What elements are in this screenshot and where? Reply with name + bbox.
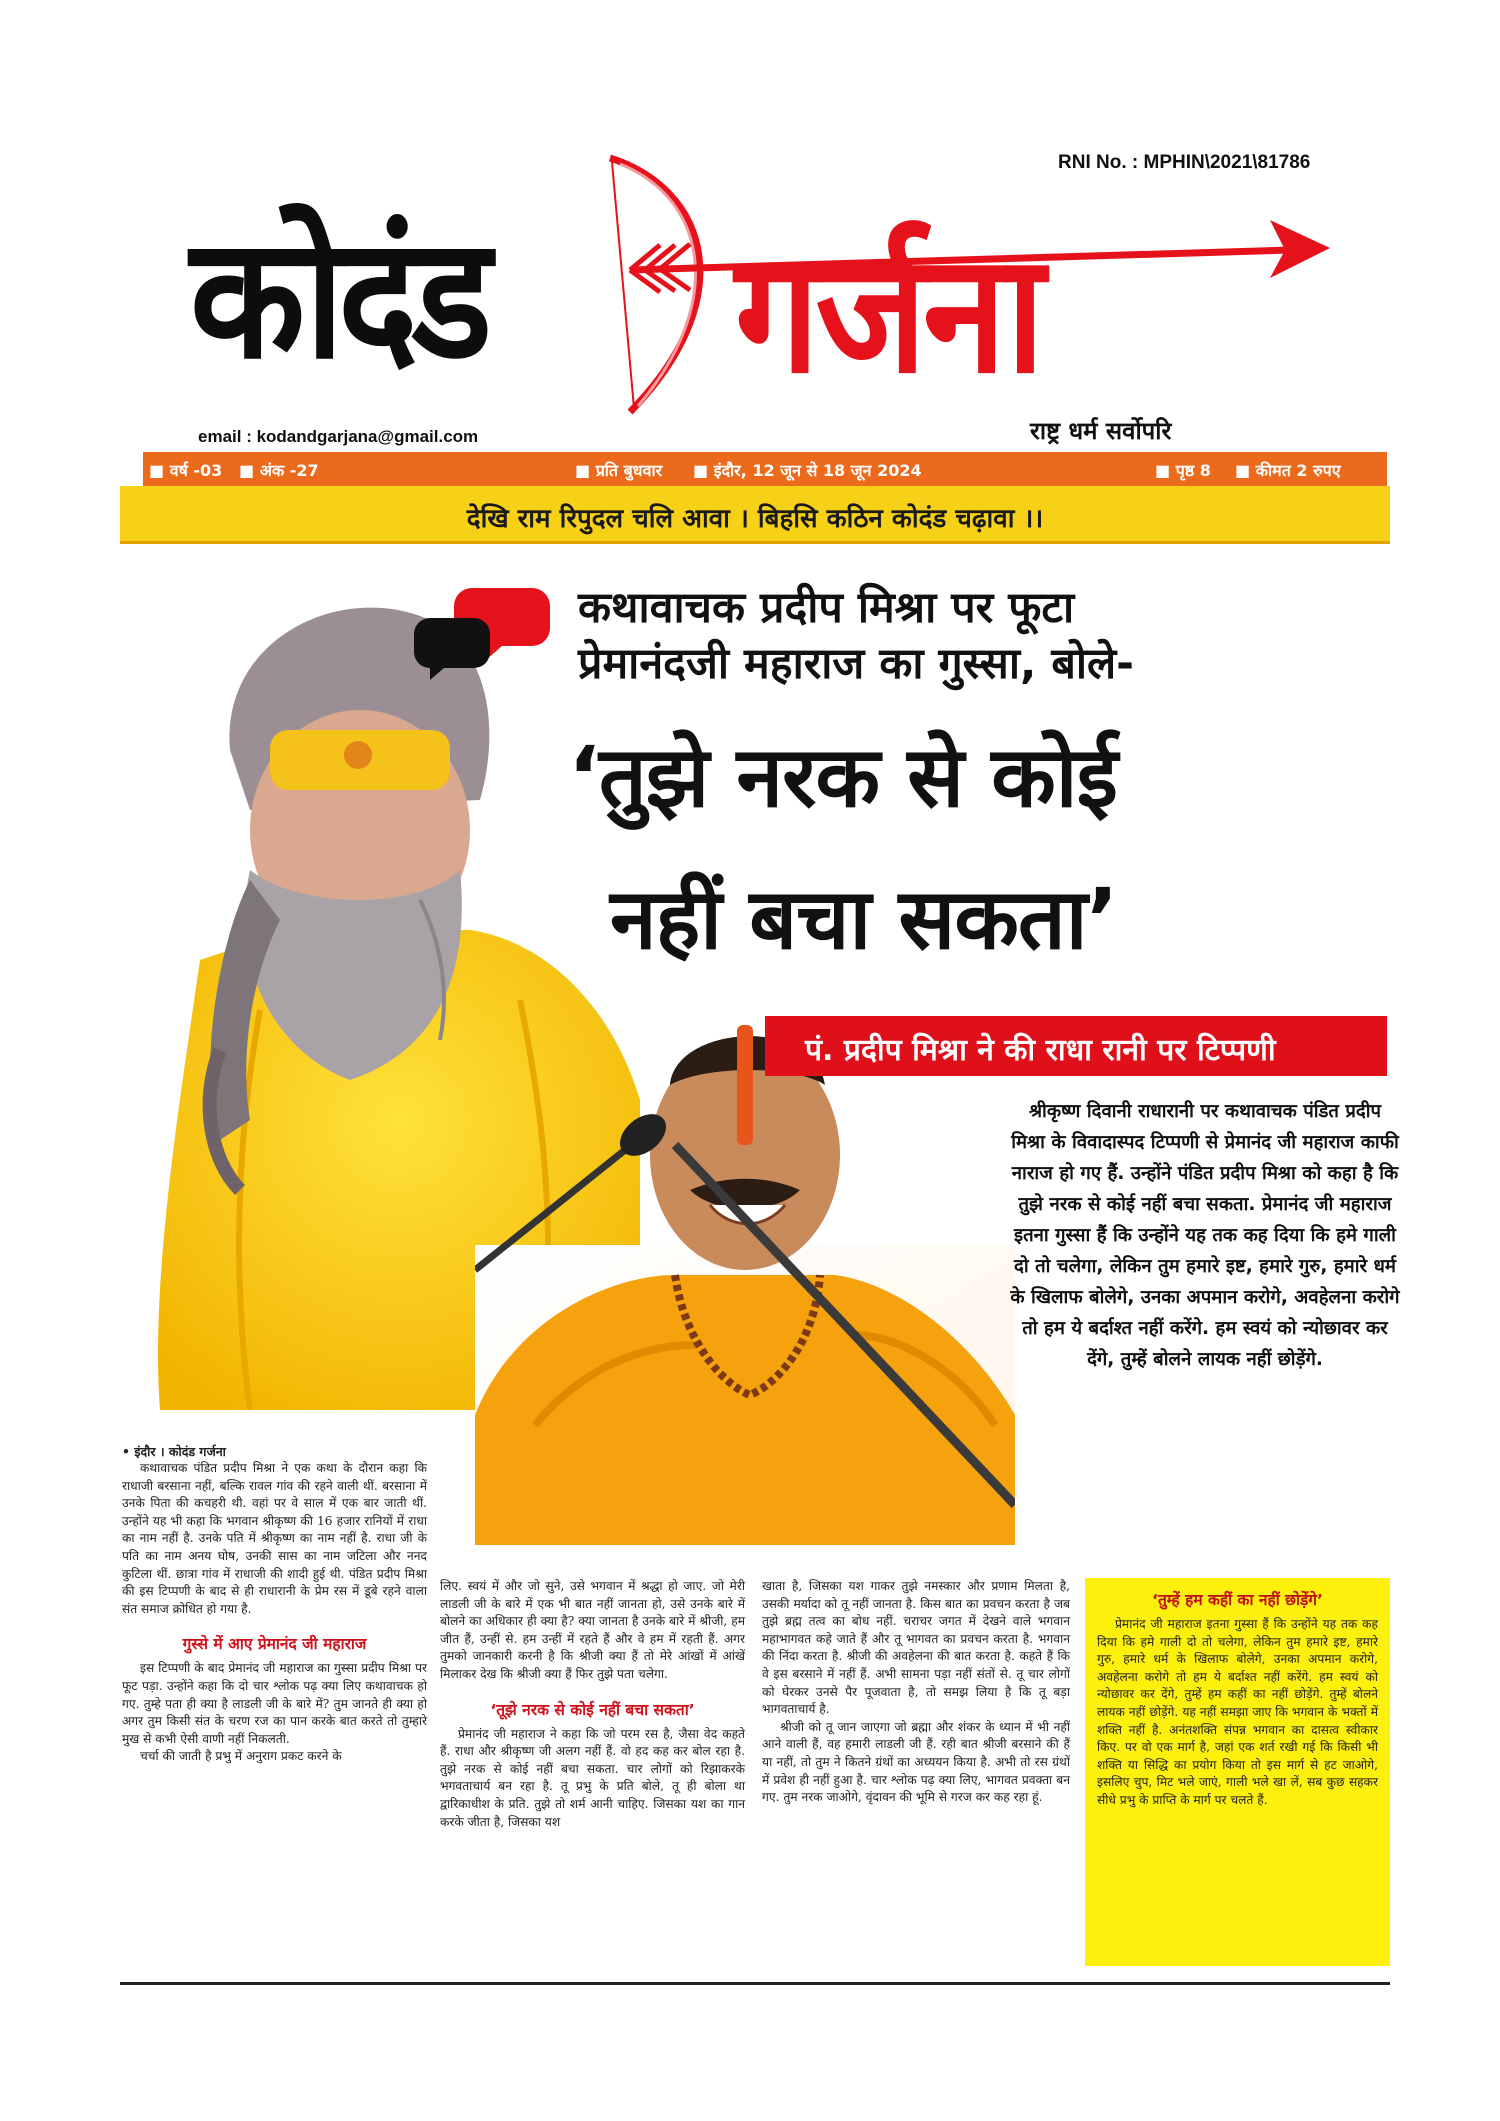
article-column-3	[762, 1578, 1070, 1807]
place-date-label: ■ इंदौर, 12 जून से 18 जून 2024	[693, 461, 922, 480]
frequency-label: ■ प्रति बुधवार	[575, 461, 663, 480]
rni-number: RNI No. : MPHIN\2021\81786	[1058, 152, 1311, 173]
column-2-subhead: ‘तूझे नरक से कोई नहीं बचा सकता’	[490, 1700, 695, 1719]
price-label: ■ कीमत 2 रुपए	[1235, 461, 1341, 480]
article-column-1	[122, 1443, 427, 1766]
pages-label: ■ पृष्ठ 8	[1155, 461, 1211, 480]
intro-paragraph: श्रीकृष्ण दिवानी राधारानी पर कथावाचक पंडित प्रदीप मिश्रा के विवादास्पद टिप्पणी से प्रेमानंद जी महाराज काफी नाराज हो गए हैं. उन्होंने पंडित प्रदीप मिश्रा को कहा है कि तुझे नरक से कोई नहीं बचा सकता. प्रेमानंद जी महाराज इतना गुस्सा हैं कि उन्होंने यह तक कह दिया कि हमे गाली दो तो चलेगा, लेकिन तुम हमारे इष्ट, हमारे गुरु, हमारे धर्म के खिलाफ बोलेगे, उनका अपमान करोगे, अवहेलना करोगे तो हम ये बर्दाश्त नहीं करेंगे. हम स्वयं को न्योछावर कर देंगे, तुम्हें बोलने लायक नहीं छोड़ेंगे.	[1010, 1101, 1400, 1370]
chat-bubbles-icon	[412, 580, 552, 680]
masthead-tagline: राष्ट्र धर्म सर्वोपरि	[1030, 417, 1172, 445]
headline-line-2: प्रेमानंदजी महाराज का गुस्सा, बोले-	[578, 639, 1135, 689]
headline-line-1: कथावाचक प्रदीप मिश्रा पर फूटा	[578, 583, 1075, 633]
article-column-2	[440, 1578, 745, 1831]
page-bottom-rule	[120, 1982, 1390, 1985]
masthead-name-right: गर्जना	[735, 218, 1041, 411]
headline-quote-line-2: नहीं बचा सकता’	[610, 870, 1118, 968]
column-3-paragraph-2: श्रीजी को तू जान जाएगा जो ब्रह्मा और शंकर के ध्यान में भी नहीं आने वाली हैं, वह हमारी लाडली जी हैं. रही बात श्रीजी बरसाने की हैं या नहीं, तो तुम ने कितने ग्रंथों का अध्ययन किया है. अभी तो रस ग्रंथों में प्रवेश ही नहीं हुआ है. चार श्लोक पढ़ क्या लिए, भागवत प्रवक्ता बन गए. तुम नरक जाओगे, वृंदावन की भूमि से गरज कर कह रहा हूं.	[762, 1719, 1070, 1805]
masthead-name-left: कोदंड	[190, 201, 486, 397]
email-address[interactable]: email : kodandgarjana@gmail.com	[198, 427, 479, 446]
highlight-box-subhead: ‘तुम्हें हम कहीं का नहीं छोड़ेंगे’	[1152, 1591, 1323, 1609]
byline: • इंदौर । कोदंड गर्जना	[122, 1444, 226, 1459]
column-3-paragraph-1: खाता है, जिसका यश गाकर तुझे नमस्कार और प्रणाम मिलता है, उसकी मर्यादा को तू नहीं जानता है. किस बात का प्रवचन करता है जब तुझे ब्रह्म तत्व का बोध नहीं. चराचर जगत में देखने वाले भगवान महाभागवत कहे जाते हैं और तू भागवत का प्रवचन करता है. भगवान की निंदा करता है. श्रीजी की अवहेलना की बात करता है. कहते हैं कि वे इस बरसाने में नहीं हैं. अभी सामना पड़ा नहीं संतों से. तू चार लोगों को घेरकर उनसे पैर पूजवाता है, तो समझ लिया है कि तू बड़ा भागवताचार्य है.	[762, 1579, 1070, 1717]
highlight-box-paragraph: प्रेमानंद जी महाराज इतना गुस्सा हैं कि उन्होंने यह तक कह दिया कि हमे गाली दो तो चलेगा, लेकिन तुम हमारे इष्ट, हमारे गुरु, हमारे धर्म के खिलाफ बोलेगे, उनका अपमान करोगे, अवहेलना करोगे तो हम ये बर्दाश्त नहीं करेंगे. हम स्वयं को न्योछावर कर देंगे, तुम्हें हम कहीं का नहीं छोड़ेंगे. तुम्हें बोलने लायक नहीं छोड़ेंगे. यह नहीं समझा जाए कि भगवान के भक्तों में शक्ति नहीं है. अनंतशक्ति संपन्न भगवान का दासत्व स्वीकार किए. पर वो एक मार्ग है, जहां एक शर्त रखी गई कि किसी भी शक्ति या सिद्धि का प्रयोग किया तो इस मार्ग से हट जाओगे, इसलिए चुप, मिट भले जाएं, गाली भले खा लें, सब कुछ सहकर सीधे प्रभु के प्राप्ति के मार्ग पर चलते हैं.	[1097, 1617, 1378, 1807]
column-1-paragraph-3: चर्चा की जाती है प्रभु में अनुराग प्रकट करने के	[140, 1749, 342, 1764]
issue-label: ■ अंक -27	[239, 461, 319, 480]
column-1-subhead: गुस्से में आए प्रेमानंद जी महाराज	[182, 1635, 367, 1654]
column-2-paragraph-2: प्रेमानंद जी महाराज ने कहा कि जो परम रस है, जैसा वेद कहते हैं. राधा और श्रीकृष्ण जी अलग नहीं हैं. वो हद कह कर बोल रहा है. तुझे नरक से कोई नहीं बचा सकता. चार लोगों को रिझाकरके भगवताचार्य बन रहा है. तू प्रभु के प्रति बोले, तू ही बोला था द्वारिकाधीश के प्रति. तुझे तो शर्म आनी चाहिए. जिसका यश का गान करके जीता है, जिसका यश	[440, 1726, 745, 1829]
issue-info-bar	[143, 452, 1387, 486]
verse-quote-bar	[120, 486, 1390, 544]
year-label: ■ वर्ष -03	[149, 461, 223, 480]
verse-quote: देखि राम रिपुदल चलि आवा । बिहसि कठिन कोदंड चढ़ावा ।।	[466, 504, 1044, 534]
column-1-paragraph-1: कथावाचक पंडित प्रदीप मिश्रा ने एक कथा के दौरान कहा कि राधाजी बरसाना नहीं, बल्कि रावल गांव की रहने वाली थीं. बरसाना में उनके पिता की कचहरी थी. वहां पर वे साल में एक बार जाती थीं. उन्होंने यह भी कहा कि भगवान श्रीकृष्ण की 16 हजार रानियों में राधा का नाम नहीं है. उनके पति में श्रीकृष्ण का नाम नहीं है. राधा जी के पति का नाम अनय घोष, उनकी सास का नाम जटिला और ननद कुटिला थीं. छात्रा गांव में राधाजी की शादी हुई थी. पंडित प्रदीप मिश्रा की इस टिप्पणी के बाद से ही राधारानी के प्रेम रस में डूबे रहने वाला संत समाज क्रोधित हो गया है.	[122, 1461, 427, 1616]
headline-quote-line-1: ‘तुझे नरक से कोई	[568, 728, 1117, 826]
strap-text: पं. प्रदीप मिश्रा ने की राधा रानी पर टिप्पणी	[805, 1033, 1276, 1068]
column-2-paragraph-1: लिए. स्वयं में और जो सुने, उसे भगवान में श्रद्धा हो जाए. जो मेरी लाडली जी के बारे में एक भी बात नहीं जानता हो, उसे उनके बारे में बोलने का अधिकार ही क्या है? क्या जानता है उनके बारे में श्रीजी, हम जीत हैं, उन्हीं से. हम उन्हीं में रहते हैं और वे हम में रहती हैं. अगर तुमको जानकारी करनी है कि श्रीजी क्या हैं तो मेरे आंखों में आंखें मिलाकर देख कि श्रीजी क्या हैं फिर तुझे पता चलेगा.	[440, 1579, 745, 1681]
highlight-box	[1085, 1578, 1390, 1966]
column-1-paragraph-2: इस टिप्पणी के बाद प्रेमानंद जी महाराज का गुस्सा प्रदीप मिश्रा पर फूट पड़ा. उन्होंने कहा कि दो चार श्लोक पढ़ क्या लिए कथावाचक हो गए. तुम्हे पता ही क्या है लाडली जी के बारे में? तुम जानते ही क्या हो अगर तुम किसी संत के चरण रज का पान करके बात करते तो तुम्हारे मुख से कभी ऐसी वाणी नहीं निकलती.	[122, 1661, 427, 1746]
strap-band	[765, 1016, 1387, 1076]
